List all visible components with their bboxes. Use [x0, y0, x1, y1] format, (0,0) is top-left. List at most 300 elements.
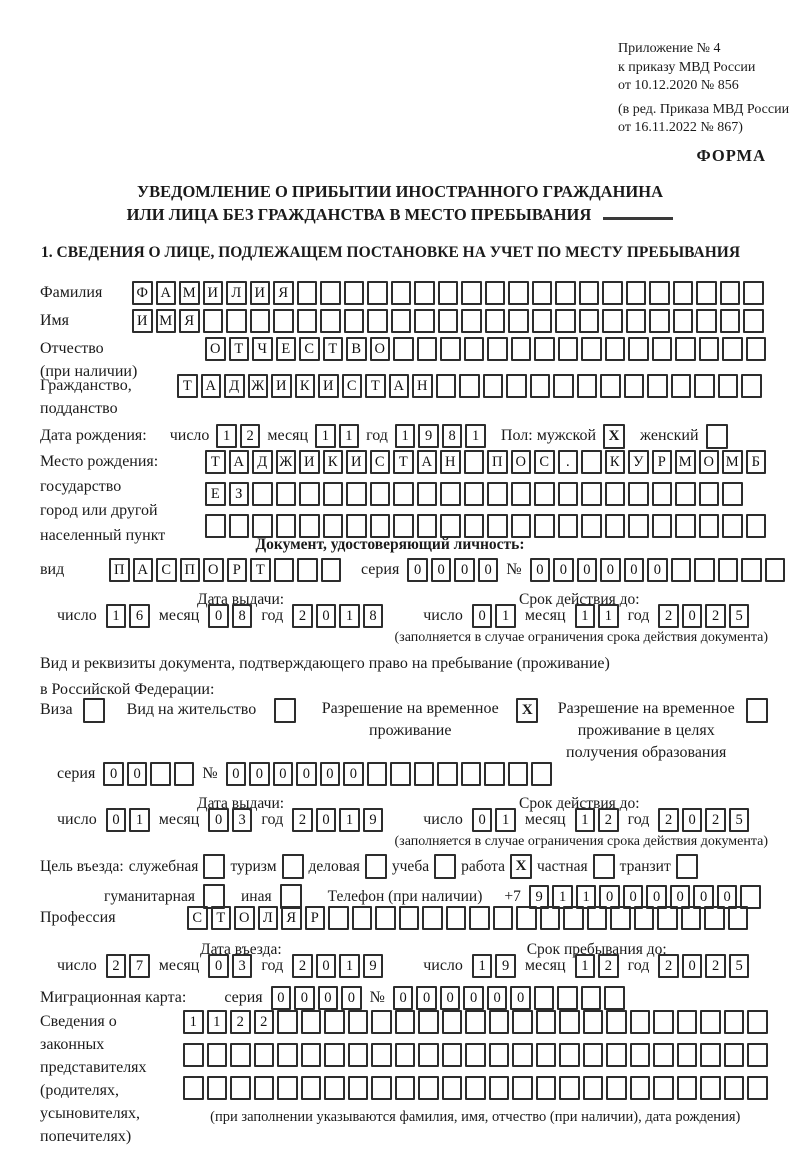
char-cell: 2	[292, 604, 313, 628]
residence-number-cells	[226, 762, 552, 786]
char-cell	[414, 309, 435, 333]
char-cell	[367, 309, 388, 333]
amendment-line: от 16.11.2022 № 867)	[618, 120, 743, 135]
char-cell	[418, 1043, 439, 1067]
char-cell: 0	[670, 885, 691, 909]
char-cell	[579, 281, 600, 305]
char-cell: 1	[395, 424, 416, 448]
day-label: число	[57, 811, 97, 828]
char-cell	[371, 1043, 392, 1067]
char-cell	[440, 514, 461, 538]
birth-place-row2-cells	[205, 482, 766, 506]
char-cell	[390, 762, 411, 786]
profession-cells	[187, 906, 748, 930]
char-cell	[587, 906, 608, 930]
char-cell: 2	[658, 954, 679, 978]
migration-series-label: серия	[224, 989, 263, 1006]
identity-dates-row	[57, 604, 749, 628]
char-cell	[508, 762, 529, 786]
char-cell: 0	[440, 986, 461, 1010]
char-cell	[531, 762, 552, 786]
char-cell	[367, 762, 388, 786]
char-cell	[746, 337, 767, 361]
char-cell	[489, 1043, 510, 1067]
char-cell	[581, 482, 602, 506]
char-cell	[740, 885, 761, 909]
birth-date-label: Дата рождения:	[40, 427, 147, 444]
residence-issue-heading: Дата выдачи:	[197, 795, 285, 812]
char-cell	[724, 1076, 745, 1100]
representatives-label	[40, 1010, 183, 1148]
identity-valid-day-cells	[472, 604, 516, 628]
form-label: ФОРМА	[696, 146, 766, 165]
char-cell: 0	[318, 986, 339, 1010]
residence-issue-month-cells	[208, 808, 252, 832]
char-cell: 0	[393, 986, 414, 1010]
char-cell	[352, 906, 373, 930]
char-cell	[370, 482, 391, 506]
char-cell: И	[299, 450, 320, 474]
char-cell: И	[346, 450, 367, 474]
char-cell: Р	[305, 906, 326, 930]
char-cell: 7	[129, 954, 150, 978]
residence-valid-year-cells	[658, 808, 749, 832]
char-cell	[671, 558, 692, 582]
purpose-transit-label: транзит	[619, 857, 671, 875]
char-cell	[508, 281, 529, 305]
char-cell	[536, 1010, 557, 1034]
char-cell: 0	[454, 558, 475, 582]
char-cell: С	[299, 337, 320, 361]
temp-residence-education-label: Разрешение на временное проживание в целях получения образования	[557, 700, 735, 761]
purpose-other-label: иная	[240, 887, 272, 905]
sex-female-checkbox	[706, 424, 728, 449]
purpose-business-checkbox	[365, 854, 387, 879]
char-cell	[391, 281, 412, 305]
purpose-official-label: служебная	[128, 857, 199, 875]
char-cell: А	[229, 450, 250, 474]
char-cell	[581, 450, 602, 474]
representatives-label-line: представителях	[40, 1059, 147, 1076]
char-cell: 9	[363, 954, 384, 978]
char-cell	[628, 514, 649, 538]
birth-place-rows	[205, 450, 766, 546]
char-cell	[371, 1010, 392, 1034]
residence-number-label: №	[202, 765, 218, 782]
char-cell: О	[511, 450, 532, 474]
char-cell: 0	[599, 885, 620, 909]
char-cell: 5	[729, 808, 750, 832]
char-cell	[511, 514, 532, 538]
char-cell	[417, 337, 438, 361]
char-cell: 0	[530, 558, 551, 582]
char-cell	[722, 482, 743, 506]
char-cell	[606, 1010, 627, 1034]
char-cell: Л	[258, 906, 279, 930]
representatives-rows	[183, 1010, 768, 1126]
char-cell: 0	[416, 986, 437, 1010]
char-cell	[277, 1043, 298, 1067]
char-cell	[696, 281, 717, 305]
char-cell	[724, 1043, 745, 1067]
char-cell	[297, 281, 318, 305]
char-cell	[393, 337, 414, 361]
char-cell	[207, 1043, 228, 1067]
form-title-line2	[0, 203, 800, 226]
char-cell	[203, 309, 224, 333]
char-cell: Н	[412, 374, 433, 398]
entry-year-cells	[292, 954, 383, 978]
char-cell	[652, 337, 673, 361]
char-cell	[630, 1010, 651, 1034]
char-cell	[344, 309, 365, 333]
char-cell: Т	[205, 450, 226, 474]
form-title-line2-text: ИЛИ ЛИЦА БЕЗ ГРАЖДАНСТВА В МЕСТО ПРЕБЫВАНИЯ	[126, 205, 592, 224]
day-label: число	[57, 957, 97, 974]
char-cell	[696, 309, 717, 333]
char-cell	[583, 1010, 604, 1034]
char-cell: 3	[232, 808, 253, 832]
entry-day-cells	[106, 954, 150, 978]
char-cell	[652, 482, 673, 506]
char-cell: 0	[316, 604, 337, 628]
representatives-label-line: законных	[40, 1036, 105, 1053]
citizenship-label-line2: подданство	[40, 400, 118, 417]
char-cell	[150, 762, 171, 786]
char-cell	[558, 482, 579, 506]
char-cell	[277, 1076, 298, 1100]
char-cell: 0	[226, 762, 247, 786]
char-cell: 1	[495, 604, 516, 628]
char-cell: Р	[652, 450, 673, 474]
char-cell: И	[271, 374, 292, 398]
stay-day-cells	[472, 954, 516, 978]
char-cell: 1	[575, 954, 596, 978]
char-cell	[579, 309, 600, 333]
migration-card-label: Миграционная карта:	[40, 989, 187, 1006]
char-cell	[605, 482, 626, 506]
char-cell	[534, 337, 555, 361]
char-cell	[563, 906, 584, 930]
char-cell: 1	[465, 424, 486, 448]
phone-cells	[529, 885, 761, 909]
identity-series-label: серия	[361, 561, 400, 578]
char-cell	[442, 1043, 463, 1067]
char-cell	[511, 337, 532, 361]
char-cell: 2	[230, 1010, 251, 1034]
purpose-business-label: деловая	[308, 857, 360, 875]
identity-valid-heading: Срок действия до:	[519, 591, 640, 608]
char-cell: Н	[440, 450, 461, 474]
char-cell	[464, 514, 485, 538]
char-cell	[464, 450, 485, 474]
char-cell	[436, 374, 457, 398]
char-cell: 8	[363, 604, 384, 628]
char-cell: 9	[495, 954, 516, 978]
stay-month-cells	[575, 954, 619, 978]
char-cell	[741, 374, 762, 398]
identity-issue-heading: Дата выдачи:	[197, 591, 285, 608]
char-cell	[446, 906, 467, 930]
representatives-row2-cells	[183, 1043, 768, 1067]
char-cell: 0	[693, 885, 714, 909]
identity-issue-month-cells	[208, 604, 252, 628]
char-cell: 1	[315, 424, 336, 448]
char-cell	[722, 514, 743, 538]
purpose-humanitarian-label: гуманитарная	[104, 887, 195, 905]
birth-place-label-line: государство	[40, 477, 122, 495]
char-cell	[320, 309, 341, 333]
char-cell: П	[109, 558, 130, 582]
identity-issue-year-cells	[292, 604, 383, 628]
char-cell	[367, 281, 388, 305]
char-cell	[508, 309, 529, 333]
purpose-study-checkbox	[434, 854, 456, 879]
char-cell	[489, 1076, 510, 1100]
char-cell	[299, 514, 320, 538]
residence-valid-heading: Срок действия до:	[519, 795, 640, 812]
char-cell	[536, 1043, 557, 1067]
char-cell: 2	[658, 604, 679, 628]
residence-valid-month-cells	[575, 808, 619, 832]
stay-until-heading: Срок пребывания до:	[526, 941, 667, 958]
char-cell	[720, 281, 741, 305]
field-given-name	[40, 309, 764, 333]
char-cell	[583, 1043, 604, 1067]
visa-checkbox	[83, 698, 105, 723]
char-cell	[628, 482, 649, 506]
char-cell	[461, 309, 482, 333]
char-cell	[553, 374, 574, 398]
char-cell	[626, 309, 647, 333]
month-label: месяц	[524, 607, 566, 624]
residence-intro-line2: в Российской Федерации:	[40, 681, 215, 698]
char-cell	[459, 374, 480, 398]
char-cell	[512, 1076, 533, 1100]
char-cell	[323, 514, 344, 538]
char-cell: 1	[575, 604, 596, 628]
char-cell	[174, 762, 195, 786]
char-cell: 0	[271, 986, 292, 1010]
representatives-note: (при заполнении указываются фамилия, имя, отчество (при наличии), дата рождения)	[210, 1109, 741, 1125]
char-cell: 2	[598, 808, 619, 832]
char-cell: 0	[623, 885, 644, 909]
char-cell	[395, 1076, 416, 1100]
char-cell: П	[487, 450, 508, 474]
char-cell: 0	[320, 762, 341, 786]
char-cell	[277, 1010, 298, 1034]
char-cell	[630, 1043, 651, 1067]
char-cell	[183, 1043, 204, 1067]
char-cell	[673, 309, 694, 333]
char-cell	[602, 309, 623, 333]
char-cell	[344, 281, 365, 305]
char-cell: Я	[179, 309, 200, 333]
patronymic-label-line2: (при наличии)	[40, 363, 138, 380]
char-cell	[540, 906, 561, 930]
char-cell: Т	[177, 374, 198, 398]
char-cell	[506, 374, 527, 398]
char-cell: 0	[106, 808, 127, 832]
char-cell	[254, 1043, 275, 1067]
migration-number-cells	[393, 986, 625, 1010]
char-cell	[417, 482, 438, 506]
char-cell	[370, 514, 391, 538]
char-cell	[324, 1043, 345, 1067]
purpose-tourism-checkbox	[282, 854, 304, 879]
char-cell: 0	[294, 986, 315, 1010]
char-cell: 3	[232, 954, 253, 978]
char-cell	[511, 482, 532, 506]
char-cell	[252, 514, 273, 538]
field-citizenship	[40, 374, 762, 420]
char-cell	[301, 1076, 322, 1100]
char-cell: М	[675, 450, 696, 474]
char-cell: К	[295, 374, 316, 398]
char-cell	[657, 906, 678, 930]
month-label: месяц	[524, 957, 566, 974]
char-cell: .	[558, 450, 579, 474]
char-cell: 0	[472, 808, 493, 832]
char-cell	[649, 281, 670, 305]
char-cell	[675, 337, 696, 361]
month-label: месяц	[158, 811, 200, 828]
year-label: год	[627, 811, 650, 828]
char-cell	[558, 337, 579, 361]
char-cell	[534, 986, 555, 1010]
field-profession	[40, 906, 748, 930]
char-cell	[485, 309, 506, 333]
char-cell: 9	[529, 885, 550, 909]
char-cell: Т	[250, 558, 271, 582]
char-cell	[346, 482, 367, 506]
char-cell	[487, 514, 508, 538]
char-cell	[673, 281, 694, 305]
char-cell	[699, 482, 720, 506]
char-cell	[273, 309, 294, 333]
section1-heading: 1. СВЕДЕНИЯ О ЛИЦЕ, ПОДЛЕЖАЩЕМ ПОСТАНОВКЕ НА УЧЕТ ПО МЕСТУ ПРЕБЫВАНИЯ	[41, 244, 741, 261]
char-cell: 0	[682, 604, 703, 628]
char-cell	[581, 337, 602, 361]
year-label: год	[627, 957, 650, 974]
char-cell	[699, 514, 720, 538]
char-cell	[348, 1076, 369, 1100]
char-cell: 2	[254, 1010, 275, 1034]
char-cell	[606, 1043, 627, 1067]
char-cell	[207, 1076, 228, 1100]
char-cell	[624, 374, 645, 398]
form-title	[0, 180, 800, 226]
sex-male-checkbox: X	[603, 424, 625, 449]
char-cell	[610, 906, 631, 930]
year-label: год	[627, 607, 650, 624]
char-cell: 0	[717, 885, 738, 909]
residence-dates-row	[57, 808, 749, 832]
char-cell	[487, 337, 508, 361]
year-label: год	[261, 957, 284, 974]
char-cell: Ж	[276, 450, 297, 474]
char-cell: 0	[647, 558, 668, 582]
char-cell: О	[203, 558, 224, 582]
stay-year-cells	[658, 954, 749, 978]
char-cell: К	[323, 450, 344, 474]
char-cell	[348, 1010, 369, 1034]
char-cell	[704, 906, 725, 930]
char-cell	[493, 906, 514, 930]
char-cell	[254, 1076, 275, 1100]
char-cell: 1	[576, 885, 597, 909]
representatives-label-line: усыновителях,	[40, 1105, 140, 1122]
char-cell: 0	[249, 762, 270, 786]
char-cell	[746, 514, 767, 538]
char-cell	[720, 309, 741, 333]
residence-issue-day-cells	[106, 808, 150, 832]
char-cell: 0	[624, 558, 645, 582]
char-cell: Б	[746, 450, 767, 474]
residence-series-cells	[103, 762, 194, 786]
given-name-label: Имя	[40, 312, 70, 329]
char-cell	[229, 514, 250, 538]
char-cell	[442, 1010, 463, 1034]
char-cell	[399, 906, 420, 930]
char-cell: 1	[472, 954, 493, 978]
temp-residence-education-checkbox	[746, 698, 768, 723]
char-cell	[652, 514, 673, 538]
birth-place-label-line: город или другой	[40, 502, 158, 519]
char-cell	[183, 1076, 204, 1100]
year-label: год	[261, 607, 284, 624]
char-cell	[649, 309, 670, 333]
char-cell	[583, 1076, 604, 1100]
citizenship-label-line1: Гражданство,	[40, 377, 132, 394]
char-cell	[324, 1076, 345, 1100]
identity-series-cells	[407, 558, 498, 582]
char-cell	[375, 906, 396, 930]
day-label: число	[57, 607, 97, 624]
char-cell: 0	[600, 558, 621, 582]
birth-place-label	[40, 450, 205, 548]
char-cell: 0	[341, 986, 362, 1010]
char-cell: 9	[418, 424, 439, 448]
char-cell	[252, 482, 273, 506]
char-cell	[414, 762, 435, 786]
char-cell: 0	[208, 954, 229, 978]
residence-valid-day-cells	[472, 808, 516, 832]
char-cell: 1	[216, 424, 237, 448]
char-cell: 0	[431, 558, 452, 582]
identity-doc-heading: Документ, удостоверяющий личность:	[255, 536, 525, 553]
residence-intro-line1: Вид и реквизиты документа, подтверждающего право на пребывание (проживание)	[40, 655, 610, 672]
char-cell	[483, 374, 504, 398]
char-cell	[747, 1076, 768, 1100]
char-cell	[559, 1043, 580, 1067]
form-title-line1: УВЕДОМЛЕНИЕ О ПРИБЫТИИ ИНОСТРАННОГО ГРАЖДАНИНА	[136, 182, 664, 201]
char-cell	[414, 281, 435, 305]
char-cell	[276, 514, 297, 538]
char-cell	[299, 482, 320, 506]
char-cell: Я	[273, 281, 294, 305]
char-cell: А	[389, 374, 410, 398]
char-cell	[765, 558, 786, 582]
migration-card-row	[40, 986, 625, 1010]
char-cell: Т	[211, 906, 232, 930]
temp-residence-label: Разрешение на временное проживание	[321, 700, 499, 739]
char-cell	[699, 337, 720, 361]
char-cell	[417, 514, 438, 538]
title-blank-line	[603, 204, 673, 220]
patronymic-cells	[205, 337, 766, 361]
char-cell: Я	[281, 906, 302, 930]
